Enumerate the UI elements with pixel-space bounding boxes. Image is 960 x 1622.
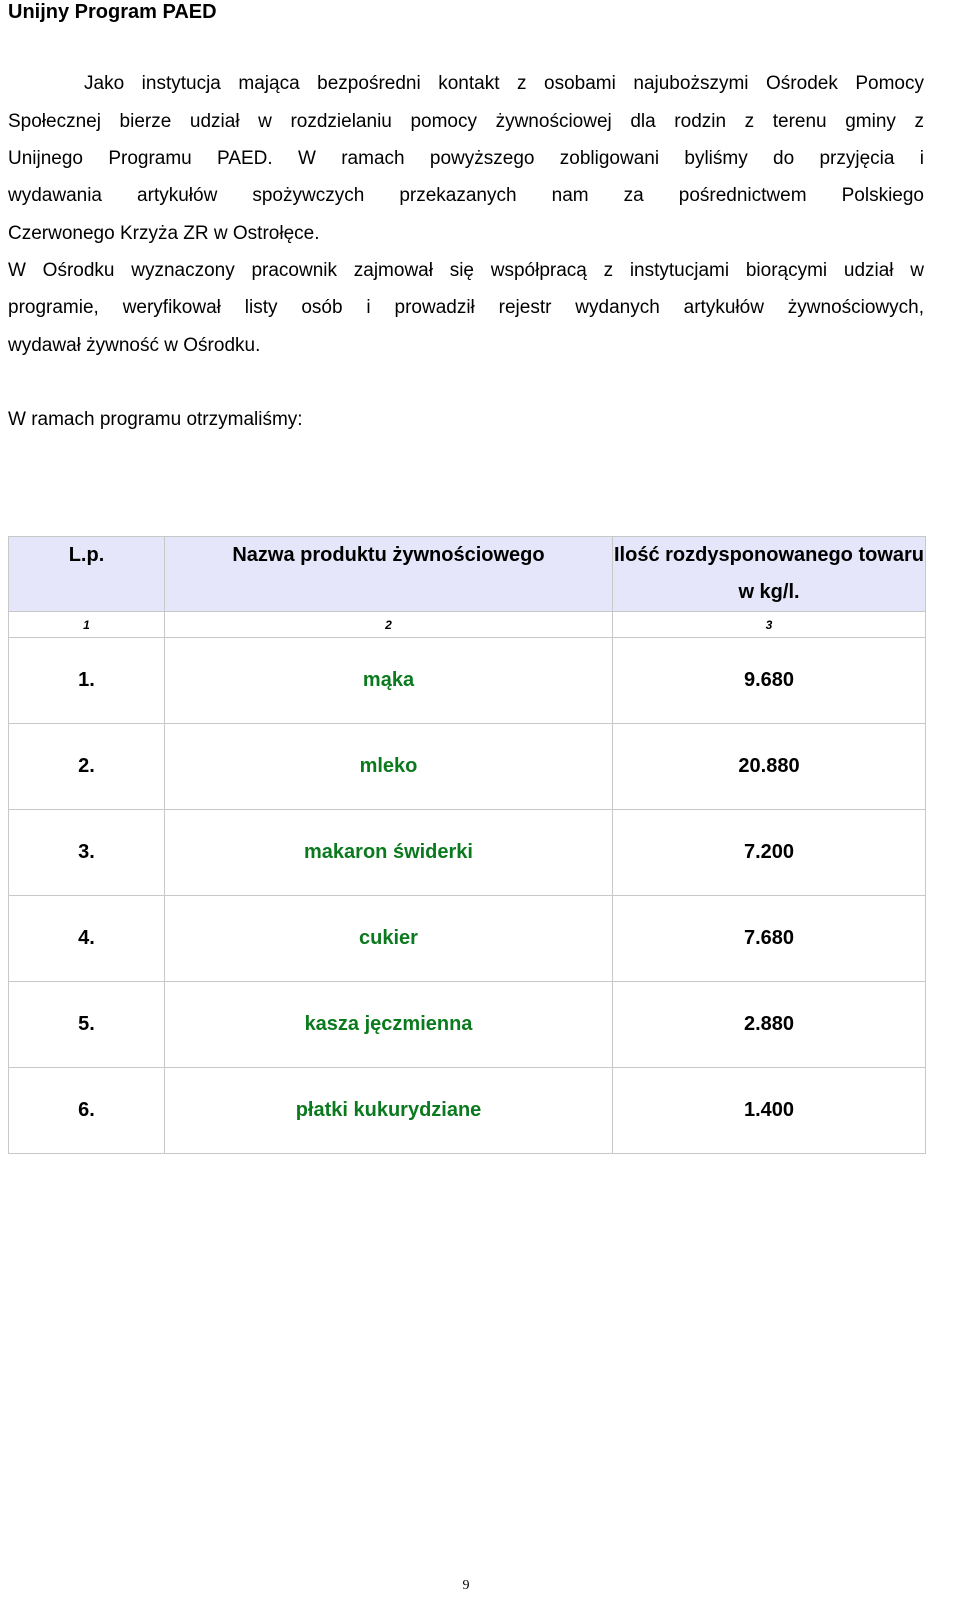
column-number-row [9, 612, 926, 638]
table-row [9, 724, 926, 810]
row-lp: 2. [9, 724, 165, 810]
paragraph-1-line: Społecznej bierze udział w rozdzielaniu pomocy żywnościowej dla rodzin z terenu gminy z [8, 111, 924, 132]
paragraph-2-line: programie, weryfikował listy osób i prowadził rejestr wydanych artykułów żywnościowych, [8, 297, 924, 318]
food-products-table [8, 536, 926, 1154]
table-row [9, 810, 926, 896]
row-lp: 4. [9, 896, 165, 982]
table-row [9, 1068, 926, 1154]
header-lp: L.p. [9, 537, 165, 612]
row-lp: 6. [9, 1068, 165, 1154]
table-row [9, 982, 926, 1068]
table-row [9, 896, 926, 982]
paragraph-2-line: W Ośrodku wyznaczony pracownik zajmował się współpracą z instytucjami biorącymi udział w [8, 260, 924, 281]
row-product-name: cukier [165, 896, 613, 982]
row-product-name: makaron świderki [165, 810, 613, 896]
row-quantity: 9.680 [613, 638, 926, 724]
row-product-name: płatki kukurydziane [165, 1068, 613, 1154]
row-quantity: 1.400 [613, 1068, 926, 1154]
paragraph-1-line: Czerwonego Krzyża ZR w Ostrołęce. [8, 223, 320, 244]
table-row [9, 638, 926, 724]
column-number: 2 [165, 612, 613, 638]
table-intro: W ramach programu otrzymaliśmy: [8, 409, 303, 430]
document-heading: Unijny Program PAED [8, 1, 217, 23]
row-lp: 3. [9, 810, 165, 896]
paragraph-1-line: Unijnego Programu PAED. W ramach powyższego zobligowani byliśmy do przyjęcia i [8, 148, 924, 169]
page-number: 9 [462, 1578, 470, 1593]
row-quantity: 2.880 [613, 982, 926, 1068]
row-lp: 1. [9, 638, 165, 724]
column-number: 1 [9, 612, 165, 638]
paragraph-1-line: wydawania artykułów spożywczych przekazanych nam za pośrednictwem Polskiego [8, 185, 924, 206]
header-product-name: Nazwa produktu żywnościowego [165, 537, 613, 612]
row-product-name: mleko [165, 724, 613, 810]
column-number: 3 [613, 612, 926, 638]
row-lp: 5. [9, 982, 165, 1068]
row-quantity: 7.680 [613, 896, 926, 982]
row-product-name: kasza jęczmienna [165, 982, 613, 1068]
paragraph-2-line: wydawał żywność w Ośrodku. [8, 335, 261, 356]
row-product-name: mąka [165, 638, 613, 724]
paragraph-1-line: Jako instytucja mająca bezpośredni kontakt z osobami najuboższymi Ośrodek Pomocy [84, 73, 924, 94]
row-quantity: 20.880 [613, 724, 926, 810]
header-quantity: Ilość rozdysponowanego towaru w kg/l. [613, 537, 926, 612]
row-quantity: 7.200 [613, 810, 926, 896]
table-header-row [9, 537, 926, 612]
